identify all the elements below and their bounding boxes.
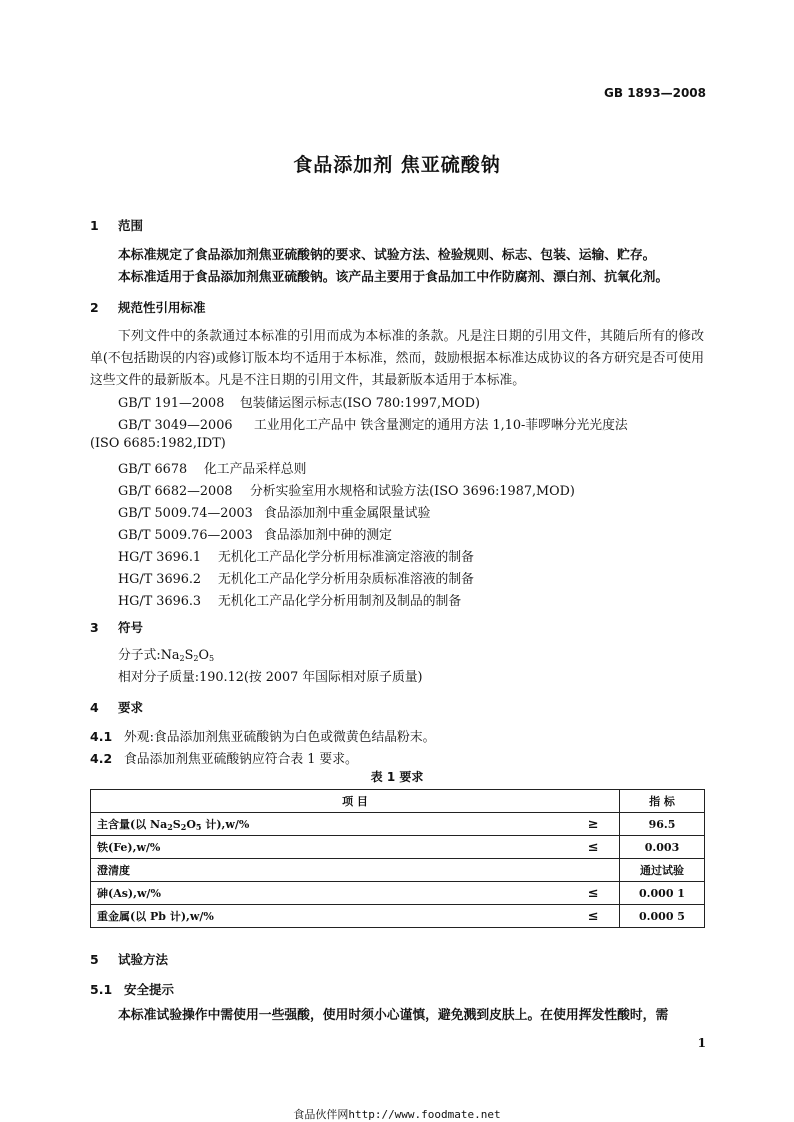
section-4-heading xyxy=(90,698,143,716)
ref-item xyxy=(118,480,575,499)
clause-4-2 xyxy=(90,748,358,767)
clause-5-1-text: 本标准试验操作中需使用一些强酸，使用时须小心谨慎，避免溅到皮肤上。在使用挥发性酸时，需 xyxy=(118,1008,669,1023)
section-2-number: 2 xyxy=(90,300,99,315)
section-1-para-1: 本标准规定了食品添加剂焦亚硫酸钠的要求、试验方法、检验规则、标志、包装、运输、贮存。 xyxy=(118,248,656,263)
molecular-mass: 相对分子质量:190.12(按 2007 年国际相对原子质量) xyxy=(118,670,423,685)
formula-na-sub: 2 xyxy=(179,654,185,663)
row-item: 重金属(以 Pb 计),w/% xyxy=(91,905,568,928)
formula-o-sub: 5 xyxy=(209,654,215,663)
table-row xyxy=(91,813,705,836)
section-3-heading xyxy=(90,618,143,636)
ref-code: GB/T 5009.74—2003 xyxy=(118,506,253,521)
header-item: 项 目 xyxy=(91,790,620,813)
row-symbol: ≤ xyxy=(567,836,620,859)
ref-item xyxy=(118,546,474,565)
ref-code: HG/T 3696.1 xyxy=(118,550,202,565)
ref-title: 无机化工产品化学分析用杂质标准溶液的制备 xyxy=(218,572,474,587)
standard-code: GB 1893—2008 xyxy=(604,86,706,100)
table-header-row xyxy=(91,790,705,813)
item-sub: 5 xyxy=(195,822,202,832)
ref-code: GB/T 6678 xyxy=(118,462,188,477)
ref-title: 化工产品采样总则 xyxy=(204,462,307,477)
item-sub: 2 xyxy=(180,822,187,832)
table-row xyxy=(91,905,705,928)
table-row xyxy=(91,882,705,905)
table-row xyxy=(91,836,705,859)
ref-code: GB/T 191—2008 xyxy=(118,396,225,411)
section-2-heading xyxy=(90,298,206,316)
section-4-title: 要求 xyxy=(118,700,144,715)
molecular-formula xyxy=(118,644,214,663)
ref-title: 食品添加剂中砷的测定 xyxy=(264,528,392,543)
clause-4-1-number: 4.1 xyxy=(90,729,113,744)
table-caption: 表 1 要求 xyxy=(370,770,424,784)
ref-title: 包装储运图示标志(ISO 780:1997,MOD) xyxy=(240,396,480,411)
page-number: 1 xyxy=(697,1036,706,1050)
ref-item xyxy=(118,524,392,543)
row-item: 铁(Fe),w/% xyxy=(91,836,568,859)
ref-code: GB/T 3049—2006 xyxy=(118,418,233,433)
row-item xyxy=(91,813,568,836)
ref-item xyxy=(118,590,461,609)
row-value: 0.003 xyxy=(620,836,705,859)
ref-title: 食品添加剂中重金属限量试验 xyxy=(264,506,431,521)
clause-4-2-text: 食品添加剂焦亚硫酸钠应符合表 1 要求。 xyxy=(124,752,358,767)
ref-code: GB/T 6682—2008 xyxy=(118,484,233,499)
section-1-heading xyxy=(90,216,143,234)
section-1-title: 范围 xyxy=(118,218,144,233)
section-4-number: 4 xyxy=(90,700,99,715)
clause-4-1 xyxy=(90,726,435,745)
clause-4-1-text: 外观:食品添加剂焦亚硫酸钠为白色或微黄色结晶粉末。 xyxy=(124,730,436,745)
section-5-title: 试验方法 xyxy=(118,952,169,967)
row-symbol: ≤ xyxy=(567,882,620,905)
footer xyxy=(0,1106,794,1122)
clause-5-1-number: 5.1 xyxy=(90,982,113,997)
ref-title: 无机化工产品化学分析用标准滴定溶液的制备 xyxy=(218,550,474,565)
ref-item xyxy=(118,502,430,521)
ref-item xyxy=(118,458,306,477)
ref-title: 无机化工产品化学分析用制剂及制品的制备 xyxy=(218,594,462,609)
ref-item xyxy=(118,414,628,433)
item-text: 主含量(以 Na xyxy=(97,818,168,831)
formula-na: Na xyxy=(160,648,180,663)
section-2-intro: 下列文件中的条款通过本标准的引用而成为本标准的条款。凡是注日期的引用文件，其随后所有的修改单(不包括勘误的内容)或修订版本均不适用于本标准，然而，鼓励根据本标准达成协议的各方研究是否可使用这些文件的最新版本。凡是不注日期的引用文件，其最新版本适用于本标准。 xyxy=(90,329,704,388)
row-value: 0.000 1 xyxy=(620,882,705,905)
ref-code: GB/T 5009.76—2003 xyxy=(118,528,253,543)
item-text: S xyxy=(172,818,181,831)
section-1-para-2: 本标准适用于食品添加剂焦亚硫酸钠。该产品主要用于食品加工中作防腐剂、漂白剂、抗氧化剂。 xyxy=(118,270,669,285)
row-symbol xyxy=(567,859,620,882)
item-text: O xyxy=(186,818,196,831)
formula-s: S xyxy=(184,648,194,663)
document-title: 食品添加剂 焦亚硫酸钠 xyxy=(293,154,501,176)
clause-5-1-heading xyxy=(90,980,174,998)
table-row xyxy=(91,859,705,882)
section-1-number: 1 xyxy=(90,218,99,233)
formula-s-sub: 2 xyxy=(193,654,199,663)
row-value: 96.5 xyxy=(620,813,705,836)
ref-item xyxy=(118,392,480,411)
section-2-title: 规范性引用标准 xyxy=(118,300,206,315)
requirements-table xyxy=(90,789,705,928)
ref-code: HG/T 3696.2 xyxy=(118,572,202,587)
row-item: 澄清度 xyxy=(91,859,568,882)
ref-title: 工业用化工产品中 铁含量测定的通用方法 1,10-菲啰啉分光光度法 xyxy=(254,418,628,433)
section-3-number: 3 xyxy=(90,620,99,635)
section-5-number: 5 xyxy=(90,952,99,967)
formula-o: O xyxy=(198,648,209,663)
row-symbol: ≥ xyxy=(567,813,620,836)
ref-item-continuation: (ISO 6685:1982,IDT) xyxy=(90,436,226,451)
ref-item xyxy=(118,568,474,587)
row-item: 砷(As),w/% xyxy=(91,882,568,905)
ref-code: HG/T 3696.3 xyxy=(118,594,202,609)
footer-url[interactable]: http://www.foodmate.net xyxy=(348,1108,501,1121)
row-symbol: ≤ xyxy=(567,905,620,928)
section-3-title: 符号 xyxy=(118,620,144,635)
clause-5-1-title: 安全提示 xyxy=(124,982,175,997)
row-value: 通过试验 xyxy=(620,859,705,882)
row-value: 0.000 5 xyxy=(620,905,705,928)
item-sub: 2 xyxy=(167,822,173,832)
section-5-heading xyxy=(90,950,168,968)
formula-label: 分子式: xyxy=(118,648,161,663)
footer-site-name: 食品伙伴网 xyxy=(293,1108,349,1121)
ref-title: 分析实验室用水规格和试验方法(ISO 3696:1987,MOD) xyxy=(250,484,575,499)
item-text: 计),w/% xyxy=(201,818,250,831)
clause-4-2-number: 4.2 xyxy=(90,751,113,766)
header-value: 指 标 xyxy=(620,790,705,813)
